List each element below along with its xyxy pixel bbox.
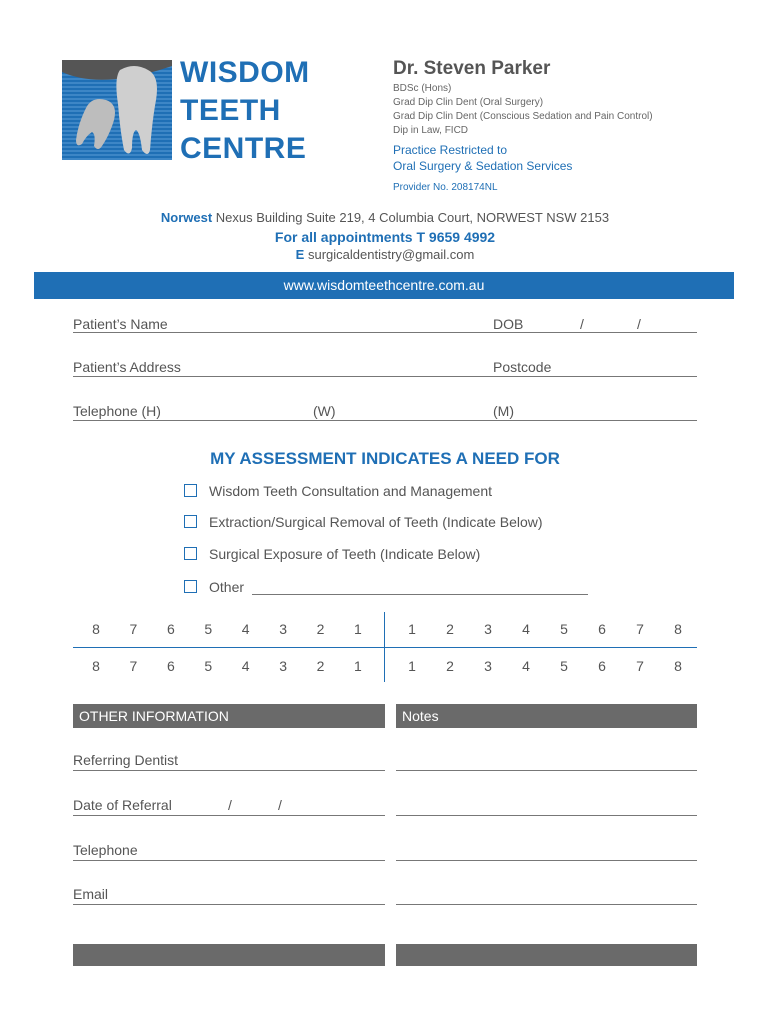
telephone-field-other[interactable] — [73, 860, 385, 861]
tooth-number[interactable]: 1 — [354, 621, 362, 637]
footer-bar-left — [73, 944, 385, 966]
logo-line-2: TEETH — [180, 94, 281, 127]
option-extraction: Extraction/Surgical Removal of Teeth (Indicate Below) — [209, 514, 543, 530]
tooth-number[interactable]: 8 — [674, 621, 682, 637]
tooth-number[interactable]: 5 — [204, 621, 213, 637]
practice-restriction — [393, 142, 723, 174]
tooth-number[interactable]: 8 — [674, 658, 682, 674]
tooth-number[interactable]: 7 — [129, 658, 138, 674]
patient-name-label: Patient’s Name — [73, 316, 168, 332]
tooth-number[interactable]: 8 — [92, 621, 100, 637]
checkbox-extraction[interactable] — [184, 515, 197, 528]
checkbox-consultation[interactable] — [184, 484, 197, 497]
tooth-number[interactable]: 6 — [166, 658, 175, 674]
tooth-number[interactable]: 4 — [241, 658, 250, 674]
tooth-number[interactable]: 3 — [484, 621, 492, 637]
notes-line[interactable] — [396, 904, 697, 905]
tooth-number[interactable]: 6 — [598, 658, 606, 674]
qual-line: BDSc (Hons) — [393, 83, 452, 94]
email-label: Email — [73, 886, 109, 902]
assessment-heading: MY ASSESSMENT INDICATES A NEED FOR — [210, 449, 560, 468]
location-label: Norwest — [160, 210, 213, 225]
email-prefix: E — [295, 247, 305, 262]
tooth-number[interactable]: 1 — [408, 621, 416, 637]
lower-right-teeth — [402, 658, 688, 674]
date-slash: / — [228, 797, 232, 813]
logo-line-1: WISDOM — [180, 56, 310, 89]
dob-slash: / — [580, 316, 584, 332]
notes-line[interactable] — [396, 815, 697, 816]
tooth-number[interactable]: 2 — [446, 658, 454, 674]
tooth-number[interactable]: 1 — [408, 658, 416, 674]
practice-line-1: Practice Restricted to — [393, 143, 508, 157]
referring-dentist-label: Referring Dentist — [73, 752, 179, 768]
qual-line: Grad Dip Clin Dent (Oral Surgery) — [393, 97, 544, 108]
tooth-logo-icon — [62, 60, 172, 160]
tooth-number[interactable]: 5 — [560, 621, 568, 637]
address-line — [0, 210, 770, 225]
checkbox-exposure[interactable] — [184, 547, 197, 560]
footer-bar-right — [396, 944, 697, 966]
tooth-number[interactable]: 4 — [522, 621, 530, 637]
logo — [62, 60, 172, 160]
upper-left-teeth — [86, 621, 368, 637]
other-information-heading: OTHER INFORMATION — [73, 704, 385, 728]
patient-name-field[interactable] — [73, 332, 697, 333]
telephone-label: Telephone — [73, 842, 138, 858]
qual-line: Dip in Law, FICD — [393, 125, 469, 136]
notes-heading: Notes — [396, 704, 697, 728]
doctor-quals — [393, 82, 723, 138]
date-of-referral-field[interactable] — [73, 815, 385, 816]
tooth-number[interactable]: 3 — [279, 658, 287, 674]
tooth-number[interactable]: 2 — [316, 658, 325, 674]
option-consultation: Wisdom Teeth Consultation and Management — [209, 483, 493, 499]
tooth-number[interactable]: 2 — [316, 621, 325, 637]
other-field[interactable] — [252, 594, 588, 595]
patient-address-field[interactable] — [73, 376, 697, 377]
tooth-number[interactable]: 4 — [241, 621, 250, 637]
option-other: Other — [209, 579, 245, 595]
email-field[interactable] — [73, 904, 385, 905]
tooth-number[interactable]: 7 — [636, 621, 644, 637]
tooth-number[interactable]: 5 — [560, 658, 568, 674]
logo-text — [180, 54, 310, 168]
tooth-number[interactable]: 3 — [279, 621, 287, 637]
email-line — [0, 247, 770, 262]
tooth-number[interactable]: 4 — [522, 658, 530, 674]
option-exposure: Surgical Exposure of Teeth (Indicate Below) — [209, 546, 481, 562]
address: Nexus Building Suite 219, 4 Columbia Court, NORWEST NSW 2153 — [215, 210, 610, 225]
postcode-label: Postcode — [493, 359, 552, 375]
dob-label: DOB — [493, 316, 524, 332]
tooth-number[interactable]: 3 — [484, 658, 492, 674]
tooth-number[interactable]: 2 — [446, 621, 454, 637]
qual-line: Grad Dip Clin Dent (Conscious Sedation and Pain Control) — [393, 111, 653, 122]
lower-left-teeth — [86, 658, 368, 674]
logo-line-3: CENTRE — [180, 132, 307, 165]
tooth-number[interactable]: 7 — [129, 621, 138, 637]
telephone-field[interactable] — [73, 420, 697, 421]
doctor-name: Dr. Steven Parker — [393, 58, 551, 79]
appointments: For all appointments T 9659 4992 — [274, 229, 496, 245]
checkbox-other[interactable] — [184, 580, 197, 593]
referring-dentist-field[interactable] — [73, 770, 385, 771]
patient-address-label: Patient’s Address — [73, 359, 181, 375]
email-address[interactable]: surgicaldentistry@gmail.com — [307, 247, 475, 262]
notes-line[interactable] — [396, 860, 697, 861]
tooth-number[interactable]: 6 — [166, 621, 175, 637]
tooth-number[interactable]: 6 — [598, 621, 606, 637]
website-link[interactable]: www.wisdomteethcentre.com.au — [283, 277, 485, 293]
tooth-number[interactable]: 8 — [92, 658, 100, 674]
telephone-m-label: (M) — [493, 403, 514, 419]
date-slash: / — [278, 797, 282, 813]
provider-number: Provider No. 208174NL — [393, 182, 498, 193]
notes-line[interactable] — [396, 770, 697, 771]
doctor-info — [393, 58, 723, 193]
upper-right-teeth — [402, 621, 688, 637]
telephone-h-label: Telephone (H) — [73, 403, 161, 419]
tooth-number[interactable]: 1 — [354, 658, 362, 674]
date-of-referral-label: Date of Referral — [73, 797, 172, 813]
telephone-w-label: (W) — [313, 403, 336, 419]
practice-line-2: Oral Surgery & Sedation Services — [393, 159, 573, 173]
tooth-number[interactable]: 7 — [636, 658, 644, 674]
dob-slash: / — [637, 316, 641, 332]
tooth-number[interactable]: 5 — [204, 658, 213, 674]
tooth-chart-horizontal-divider — [73, 647, 697, 648]
